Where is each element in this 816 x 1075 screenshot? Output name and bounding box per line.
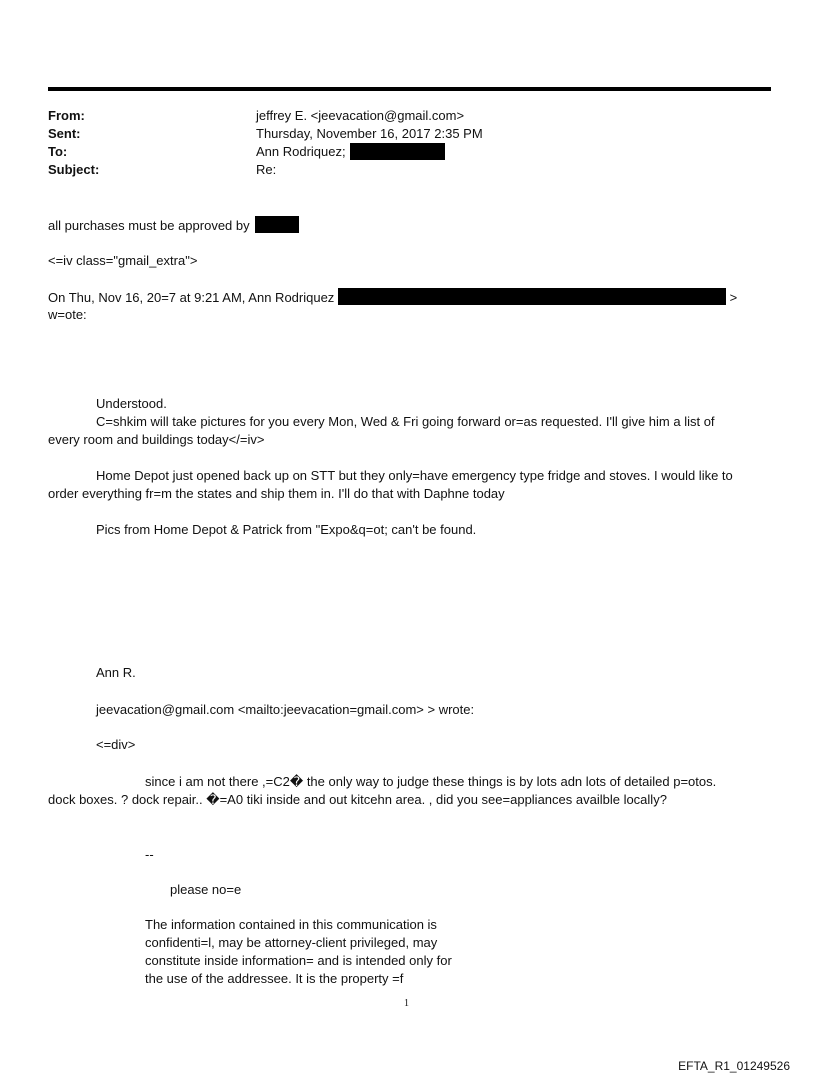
subject-label: Subject: xyxy=(48,162,100,177)
document-id: EFTA_R1_01249526 xyxy=(678,1059,790,1073)
sent-label: Sent: xyxy=(48,126,81,141)
confidentiality-line-2: confidenti=l, may be attorney-client privileged, may xyxy=(145,935,438,950)
to-value: Ann Rodriquez; xyxy=(256,144,346,159)
signature-ann: Ann R. xyxy=(96,665,136,680)
page-number: 1 xyxy=(404,998,409,1009)
redaction-box xyxy=(338,288,726,305)
email-header xyxy=(48,107,483,179)
please-note-line: please no=e xyxy=(170,882,242,897)
approval-line xyxy=(48,216,299,235)
subject-value: Re: xyxy=(256,162,277,177)
redaction-box xyxy=(350,143,445,160)
confidentiality-line-4: the use of the addressee. It is the property =f xyxy=(145,971,404,986)
home-depot-line-2: order everything fr=m the states and ship them in. I'll do that with Daphne today xyxy=(48,486,505,501)
sent-row xyxy=(48,125,483,143)
since-line-1: since i am not there ,=C2� the only way to judge these things is by lots adn lots of detailed p=otos. xyxy=(145,774,717,789)
understood-line: Understood. xyxy=(96,396,167,411)
to-label: To: xyxy=(48,144,68,159)
confidentiality-line-1: The information contained in this communication is xyxy=(145,917,437,932)
header-rule xyxy=(48,87,771,91)
subject-row xyxy=(48,161,483,179)
from-label: From: xyxy=(48,108,85,123)
cshkim-line-1: C=shkim will take pictures for you every Mon, Wed & Fri going forward or=as requested. I'll give him a list of xyxy=(96,414,715,429)
home-depot-line-1: Home Depot just opened back up on STT but they only=have emergency type fridge and stoves. I would like to xyxy=(96,468,733,483)
signature-dashes: -- xyxy=(145,847,154,862)
from-row xyxy=(48,107,483,125)
div-tag-line: <=div> xyxy=(96,737,136,752)
cshkim-line-2: every room and buildings today</=iv> xyxy=(48,432,265,447)
from-value: jeffrey E. <jeevacation@gmail.com> xyxy=(256,108,465,123)
redaction-box xyxy=(255,216,299,233)
quote-attribution-close: > xyxy=(729,290,738,305)
sent-value: Thursday, November 16, 2017 2:35 PM xyxy=(256,126,483,141)
confidentiality-line-3: constitute inside information= and is intended only for xyxy=(145,953,452,968)
wrote-line: w=ote: xyxy=(48,307,87,322)
jee-wrote-line: jeevacation@gmail.com <mailto:jeevacation=gmail.com> > wrote: xyxy=(96,702,475,717)
quote-attribution-text: On Thu, Nov 16, 20=7 at 9:21 AM, Ann Rodriquez xyxy=(48,290,335,305)
approval-text: all purchases must be approved by xyxy=(48,218,250,233)
quote-attribution-line xyxy=(48,288,737,307)
pics-line: Pics from Home Depot & Patrick from "Expo&q=ot; can't be found. xyxy=(96,522,477,537)
to-row xyxy=(48,143,483,161)
gmail-extra-line: <=iv class="gmail_extra"> xyxy=(48,253,198,268)
since-line-2: dock boxes. ? dock repair.. �=A0 tiki inside and out kitcehn area. , did you see=appliances availble locally? xyxy=(48,792,667,807)
